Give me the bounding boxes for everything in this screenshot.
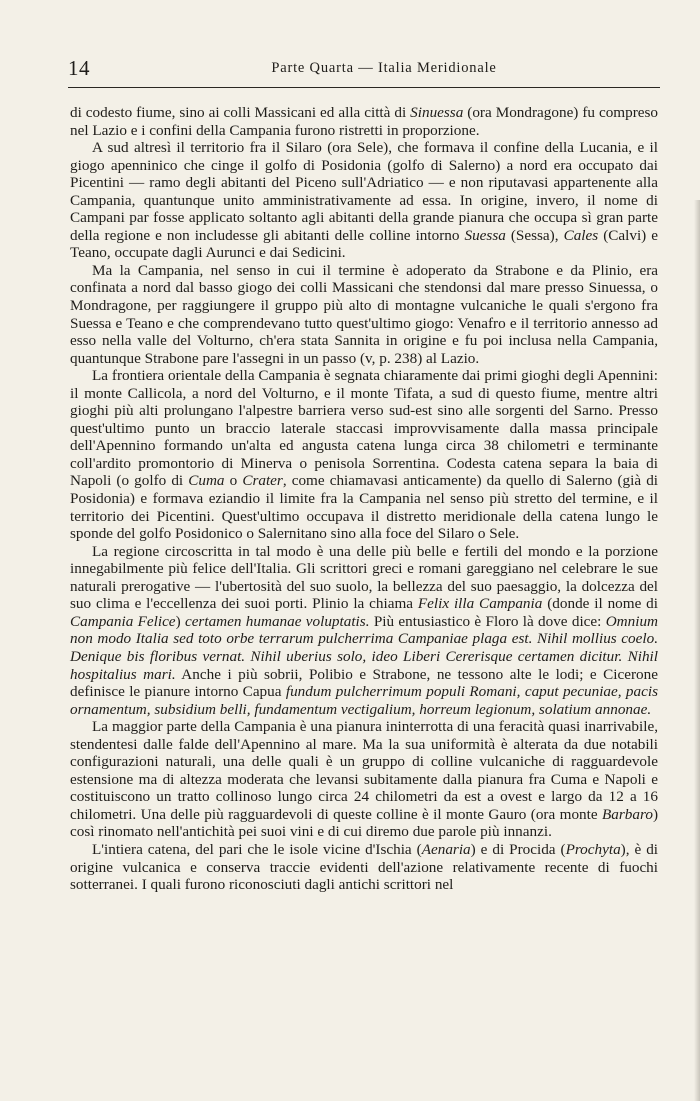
- italic-term: Prochyta: [565, 840, 621, 858]
- italic-term: Cales: [563, 226, 599, 244]
- italic-term: fundum pulcherrimum populi Romani, caput pecuniae, pacis ornamentum, subsidium belli, fundamentum vectigalium, horreum legionum, solatium annonae.: [70, 683, 658, 718]
- paragraph: La regione circoscritta in tal modo è una delle più belle e fertili del mondo e la porzione innegabilmente più felice dell'Italia. Gli scrittori greci e romani gareggiano nel celebrare le sue naturali prerogative — l'ubertosità del suo suolo, la bellezza del suo paesaggio, la dolcezza del suo clima e l'eccellenza dei suoi porti. Plinio la chiama Felix illa Campania (donde il nome di Campania Felice) certamen humanae voluptatis. Più entusiastico è Floro là dove dice: Omnium non modo Italia sed toto orbe terrarum pulcherrima Campaniae plaga est. Nihil mollius coelo. Denique bis floribus vernat. Nihil uberius solo, ideo Liberi Cererisque certamen dicitur. Nihil hospitalius mari. Anche i più sobrii, Polibio e Strabone, ne tessono alte le lodi; e Cicerone definisce le pianure intorno Capua fundum pulcherrimum populi Romani, caput pecuniae, pacis ornamentum, subsidium belli, fundamentum vectigalium, horreum legionum, solatium annonae.: [70, 542, 659, 718]
- italic-term: Sinuessa: [410, 104, 464, 121]
- paragraph: La maggior parte della Campania è una pianura ininterrotta di una feracità quasi inarrivabile, stendentesi dalle falde dell'Apennino al mare. Ma la sua uniformità è alterata da due notabili configurazioni naturali, una delle quali è un gruppo di colline vulcaniche di ragguardevole estensione ma di altezza moderata che levansi subitamente dalla pianura fra Cuma e Napoli e costituiscono un tratto collinoso lungo circa 24 chilometri da est a ovest e largo da 12 a 16 chilometri. Una delle più ragguardevoli di queste colline è il monte Gauro (ora monte Barbaro) così rinomato nell'antichità pei suoi vini e di cui diremo due parole più innanzi.: [70, 718, 658, 841]
- page-number: 14: [68, 56, 90, 80]
- italic-term: Crater: [242, 472, 283, 490]
- italic-term: Barbaro: [602, 805, 653, 823]
- paragraph: A sud altresì il territorio fra il Silaro (ora Sele), che formava il confine della Lucania, e il giogo apenninico che cinge il golfo di Posidonia (golfo di Salerno) a nord era occupato dai Picentini — ramo degli abitanti del Piceno sull'Adriatico — e non riputavasi appartenente alla Campania, quantunque unito amministrativamente ad essa. In origine, invero, il nome di Campani par fosse applicato soltanto agli abitanti della grande pianura che occupa sì gran parte della regione e non includesse gli abitanti delle colline intorno Suessa (Sessa), Cales (Calvi) e Teano, occupate dagli Aurunci e dai Sedicini.: [70, 139, 658, 262]
- body-text: [70, 104, 658, 894]
- italic-term: Cuma: [188, 472, 225, 490]
- italic-term: Campania Felice: [70, 612, 176, 630]
- italic-term: Omnium non modo Italia sed toto orbe terrarum pulcherrima Campaniae plaga est. Nihil mollius coelo. Denique bis floribus vernat. Nihil uberius solo, ideo Liberi Cererisque certamen dicitur. Nihil hospitalius mari.: [70, 612, 659, 683]
- italic-term: Aenaria: [421, 840, 471, 858]
- page-edge-shadow: [694, 200, 700, 1101]
- italic-term: certamen humanae voluptatis.: [184, 612, 370, 630]
- paragraph: Ma la Campania, nel senso in cui il termine è adoperato da Strabone e da Plinio, era confinata a nord dal basso giogo dei colli Massicani che stendonsi dal mare presso Sinuessa, o Mondragone, per raggiungere il gruppo più alto di montagne vulcaniche le quali s'ergono fra Suessa e Teano e che comprendevano tutto quest'ultimo giogo: Venafro e il territorio annesso ad esso nella valle del Volturno, ch'era stata Sannita in origine e fu poi inclusa nella Campania, quantunque Strabone pare l'assegni in un passo (v, p. 238) al Lazio.: [70, 261, 658, 367]
- paragraph: L'intiera catena, del pari che le isole vicine d'Ischia (Aenaria) e di Procida (Prochyta), è di origine vulcanica e conserva traccie evidenti dell'azione relativamente recente di fuochi sotterranei. I quali furono riconosciuti dagli antichi scrittori nel: [70, 840, 659, 894]
- header-rule: [68, 87, 660, 88]
- paragraph: di codesto fiume, sino ai colli Massicani ed alla città di Sinuessa (ora Mondragone) fu compreso nel Lazio e i confini della Campania furono ristretti in proporzione.: [70, 104, 658, 139]
- italic-term: Suessa: [464, 226, 506, 244]
- italic-term: Felix illa Campania: [417, 595, 543, 613]
- paragraph: La frontiera orientale della Campania è segnata chiaramente dai primi gioghi degli Apennini: il monte Callicola, a nord del Volturno, e il monte Tifata, a sud di questo fiume, mentre altri gioghi più alti prolungano l'alpestre barriera verso sud-est sino alle sorgenti del Sarno. Presso quest'ultimo punto un braccio laterale staccasi improvvisamente dalla massa principale dell'Apennino formando un'alta ed angusta catena lunga circa 38 chilometri e terminante coll'ardito promontorio di Minerva o penisola Sorrentina. Codesta catena separa la baia di Napoli (o golfo di Cuma o Crater, come chiamavasi anticamente) da quello di Salerno (già di Posidonia) e formava eziandio il limite fra la Campania nel senso più stretto del termine, e il territorio dei Picentini. Quest'ultimo occupava il distretto meridionale della catena lungo le sponde del golfo Posidonico o Salernitano sino alla foce del Silaro o Sele.: [70, 367, 659, 543]
- running-title: Parte Quarta — Italia Meridionale: [271, 60, 497, 76]
- page-header: [68, 56, 660, 82]
